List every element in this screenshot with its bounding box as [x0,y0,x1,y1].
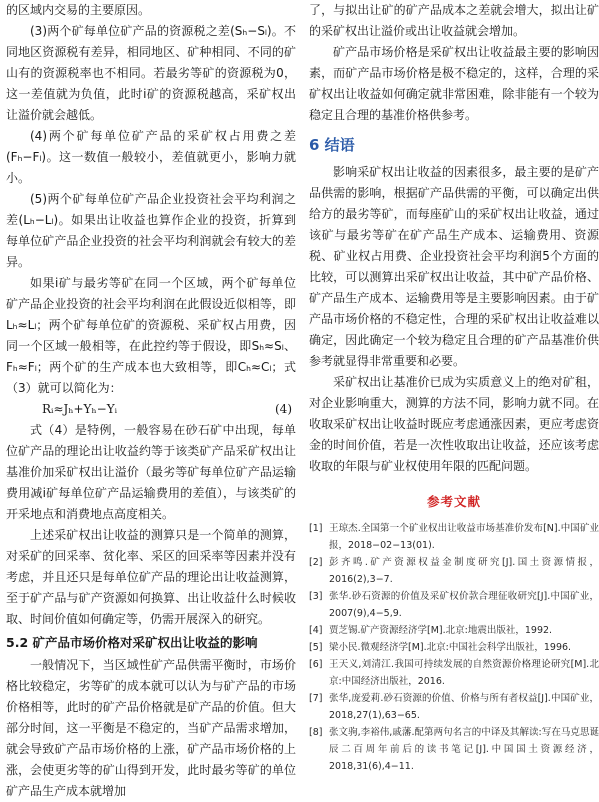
paragraph: 矿产品市场价格是采矿权出让收益最主要的影响因素，而矿产品市场价格是极不稳定的，这样，合理的采矿权出让收益如何确定就非常困难，除非能有一个较为稳定且合理的基准价格供参考。 [309,45,599,122]
paragraph: 了，与拟出让矿的矿产品成本之差就会增大，拟出让矿的采矿权出让溢价或出让收益就会增加。 [309,3,599,38]
reference-number: [3] [309,591,323,602]
reference-text: 王天义,刘清江.我国可持续发展的自然资源价格理论研究[M].北京:中国经济出版社，2016. [329,659,599,687]
reference-text: 贾芝锡.矿产资源经济学[M].北京:地震出版社，1992. [329,625,553,636]
section-heading: 6 结语 [309,136,355,154]
reference-item [309,724,599,775]
reference-item [309,656,599,690]
reference-number: [2] [309,557,323,568]
reference-number: [1] [309,523,323,534]
reference-item [309,554,599,588]
reference-number: [8] [309,727,323,738]
references-heading: 参考文献 [426,494,481,509]
reference-list [309,520,599,775]
reference-item [309,520,599,554]
left-column [6,0,296,802]
paragraph: (5)两个矿每单位矿产品企业投资社会平均利润之差(Lₕ−Lₗ)。如果出让收益也算作企业的投资，折算到每单位矿产品企业投资的社会平均利润就会有较大的差异。 [6,192,296,269]
paragraph: (3)两个矿每单位矿产品的资源税之差(Sₕ−Sₗ)。不同地区资源税有差异，相同地区、矿种相同、不同的矿山有的资源税率也不相同。若最劣等矿的资源税为0，这一差值就为负值，此时i矿的资源税越高，采矿权出让溢价就会越低。 [6,24,296,122]
paragraph: 一般情况下，当区域性矿产品供需平衡时，市场价格比较稳定，劣等矿的成本就可以认为与矿产品的市场价格相等，此时的矿产品价格就是矿产品的价值。但大部分时间，这一平衡是不稳定的，当矿产品需求增加，就会导致矿产品市场价格的上涨，矿产品市场价格的上涨，会使更劣等的矿山得到开发，此时最劣等矿的单位矿产品生产成本就增加 [6,658,296,798]
equation-number: (4) [275,402,292,416]
reference-item [309,690,599,724]
reference-item [309,622,599,639]
reference-item [309,588,599,622]
paragraph: (4)两个矿每单位矿产品的采矿权占用费之差(Fₕ−Fₗ)。这一数值一般较小，差值就更小，影响力就小。 [6,129,296,185]
reference-number: [4] [309,625,323,636]
paragraph: 如果i矿与最劣等矿在同一个区域，两个矿每单位矿产品企业投资的社会平均利润在此假设近似相等，即Lₕ≈Lₗ；两个矿每单位矿的资源税、采矿权占用费，因同一个区域一般相等，在此控约等于假设，即Sₕ≈Sₗ、Fₕ≈Fₗ；两个矿的生产成本也大致相等，即Cₕ≈Cₗ；式（3）就可以简化为： [6,276,296,395]
section-heading: 5.2 矿产品市场价格对采矿权出让收益的影响 [6,635,258,650]
equation [6,399,296,420]
reference-text: 张华,庞爱莉.砂石资源的价值、价格与所有者权益[J].中国矿业，2018,27(1),63−65. [329,693,599,721]
equation-body: Rᵢ≈Jₕ+Yₕ−Yᵢ [42,402,118,416]
reference-number: [5] [309,642,323,653]
paragraph: 影响采矿权出让收益的因素很多，最主要的是矿产品供需的影响，根据矿产品供需的平衡，可以确定出供给方的最劣等矿，而每座矿山的采矿权出让收益，通过该矿与最劣等矿在矿产品生产成本、运输费用、资源税、矿业权占用费、企业投资社会平均利润5个方面的比较，可以测算出采矿权出让收益，其中矿产品价格、矿产品生产成本、运输费用等是主要影响因素。由于矿产品市场价格的不稳定性，合理的采矿权出让收益难以确定，因此确定一个较为稳定且合理的矿产品基准价供参考就显得非常重要和必要。 [309,165,599,368]
paragraph: 式（4）是特例，一般容易在砂石矿中出现，每单位矿产品的理论出让收益约等于该类矿产品采矿权出让基准价加采矿权出让溢价（最劣等矿每单位矿产品运输费用减i矿每单位矿产品运输费用的差值），与该类矿的开采地点和消费地点高度相关。 [6,423,296,521]
reference-text: 彭齐鸣.矿产资源权益金制度研究[J].国土资源情报，2016(2),3−7. [329,557,599,585]
paragraph: 上述采矿权出让收益的测算只是一个简单的测算，对采矿的回采率、贫化率、采区的回采率等因素并没有考虑，并且还只是每单位矿产品的理论出让收益测算，至于矿产品与矿产资源如何换算、出让收益什么时候收取、时间价值如何确定等，仍需开展深入的研究。 [6,528,296,626]
reference-text: 张文驹,李裕伟,戚藩.配第两句名言的中译及其解读:写在马克思诞辰二百周年前后的读书笔记[J].中国国土资源经济，2018,31(6),4−11. [329,727,599,772]
reference-text: 王琼杰.全国第一个矿业权出让收益市场基准价发布[N].中国矿业报，2018−02−13(01). [329,523,599,551]
right-column [309,0,599,775]
paragraph: 采矿权出让基准价已成为实质意义上的绝对矿租，对企业影响重大，测算的方法不同，影响力就不同。在收取采矿权出让收益时既应考虑通涨因素，更应考虑资金的时间价值，若是一次性收取出让收益，还应该考虑收取的年限与矿业权使用年限的匹配问题。 [309,375,599,473]
reference-text: 张华.砂石资源的价值及采矿权价款合理征收研究[J].中国矿业，2007(9),4−5,9. [329,591,599,619]
reference-item [309,639,599,656]
reference-number: [6] [309,659,323,670]
paragraph: 的区域内交易的主要原因。 [6,3,151,17]
reference-number: [7] [309,693,323,704]
reference-text: 梁小民.微观经济学[M].北京:中国社会科学出版社，1996. [329,642,572,653]
